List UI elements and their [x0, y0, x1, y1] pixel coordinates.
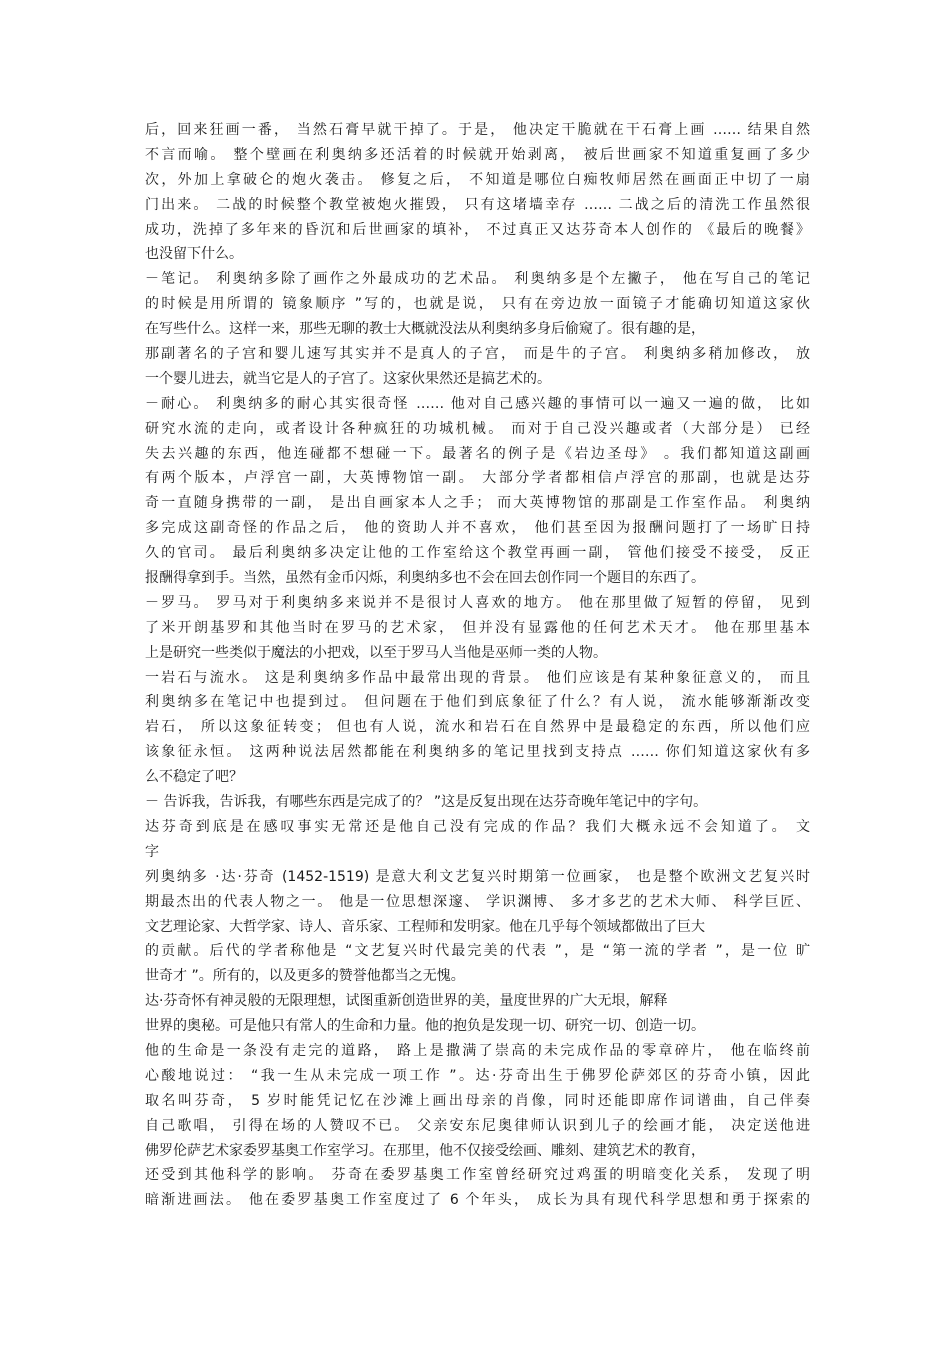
text-line: 心酸地说过： “我一生从未完成一项工作 ”。达·芬奇出生于佛罗伦萨郊区的芬奇小镇，因此 — [145, 1067, 810, 1084]
text-line: 也没留下什么。 — [145, 246, 243, 263]
text-line: 期最杰出的代表人物之一。 他是一位思想深邃、 学识渊博、 多才多艺的艺术大师、 科学巨匠、 — [145, 893, 810, 910]
text-line: 失去兴趣的东西，他连碰都不想碰一下。最著名的例子是《岩边圣母》 。我们都知道这副画 — [145, 445, 810, 462]
text-line: 在写些什么。这样一来，那些无聊的教士大概就没法从利奥纳多身后偷窥了。很有趣的是， — [145, 321, 705, 338]
text-line: －罗马。 罗马对于利奥纳多来说并不是很讨人喜欢的地方。 他在那里做了短暂的停留， 见到 — [145, 594, 810, 611]
text-line: 字 — [145, 843, 159, 860]
document-body — [145, 118, 810, 1213]
text-line: 达·芬奇怀有神灵般的无限理想，试图重新创造世界的美，量度世界的广大无垠，解释 — [145, 993, 668, 1010]
text-line: 久的官司。 最后利奥纳多决定让他的工作室给这个教堂再画一副， 管他们接受不接受， 反正 — [145, 545, 810, 562]
text-line: 奇一直随身携带的一副， 是出自画家本人之手； 而大英博物馆的那副是工作室作品。 利奥纳 — [145, 495, 810, 512]
text-line: 一个婴儿进去，就当它是人的子宫了。这家伙果然还是搞艺术的。 — [145, 370, 551, 387]
text-line: －耐心。 利奥纳多的耐心其实很奇怪 …… 他对自己感兴趣的事情可以一遍又一遍的做， 比如 — [145, 395, 810, 412]
text-line: －笔记。 利奥纳多除了画作之外最成功的艺术品。 利奥纳多是个左撇子， 他在写自己的笔记 — [145, 271, 810, 288]
text-line: 取名叫芬奇， 5 岁时能凭记忆在沙滩上画出母亲的肖像，同时还能即席作词谱曲，自己伴奏 — [145, 1092, 810, 1109]
text-line: 上是研究一些类似于魔法的小把戏，以至于罗马人当他是巫师一类的人物。 — [145, 644, 607, 661]
text-line: 一岩石与流水。 这是利奥纳多作品中最常出现的背景。 他们应该是有某种象征意义的， 而且 — [145, 669, 810, 686]
text-line: － 告诉我，告诉我，有哪些东西是完成了的？ ”这是反复出现在达芬奇晚年笔记中的字句。 — [145, 794, 708, 811]
text-line: 世奇才 ”。所有的，以及更多的赞誉他都当之无愧。 — [145, 968, 465, 985]
text-line: 次，外加上拿破仑的炮火袭击。 修复之后， 不知道是哪位白痴牧师居然在画面正中切了一扇 — [145, 171, 810, 188]
text-line: 报酬得拿到手。当然，虽然有金币闪烁，利奥纳多也不会在回去创作同一个题目的东西了。 — [145, 570, 705, 587]
text-line: 后，回来狂画一番， 当然石膏早就干掉了。于是， 他决定干脆就在干石膏上画 …… 结果自然 — [145, 122, 810, 138]
text-line: 那副著名的子宫和婴儿速写其实并不是真人的子宫， 而是牛的子宫。 利奥纳多稍加修改， 放 — [145, 346, 810, 363]
text-line: 门出来。 二战的时候整个教堂被炮火摧毁， 只有这堵墙幸存 …… 二战之后的清洗工作虽然很 — [145, 196, 810, 213]
text-line: 文艺理论家、大哲学家、诗人、音乐家、工程师和发明家。他在几乎每个领域都做出了巨大 — [145, 918, 705, 935]
text-line: 了米开朗基罗和其他当时在罗马的艺术家， 但并没有显露他的任何艺术天才。 他在那里基本 — [145, 619, 810, 636]
text-line: 多完成这副奇怪的作品之后， 他的资助人并不喜欢， 他们甚至因为报酬问题打了一场旷日持 — [145, 520, 810, 537]
text-line: 暗渐进画法。 他在委罗基奥工作室度过了 6 个年头， 成长为具有现代科学思想和勇于探索的 — [145, 1192, 810, 1209]
text-line: 还受到其他科学的影响。 芬奇在委罗基奥工作室曾经研究过鸡蛋的明暗变化关系， 发现了明 — [145, 1167, 810, 1184]
text-line: 该象征永恒。 这两种说法居然都能在利奥纳多的笔记里找到支持点 …… 你们知道这家伙有多 — [145, 744, 810, 761]
text-line: 利奥纳多在笔记中也提到过。 但问题在于他们到底象征了什么？有人说， 流水能够渐渐改变 — [145, 694, 810, 711]
text-line: 研究水流的走向，或者设计各种疯狂的功城机械。 而对于自己没兴趣或者（大部分是） 已经 — [145, 420, 810, 437]
text-line: 岩石， 所以这象征转变； 但也有人说，流水和岩石在自然界中是最稳定的东西，所以他们应 — [145, 719, 810, 736]
text-line: 列奥纳多 ·达·芬奇 (1452-1519) 是意大利文艺复兴时期第一位画家， 也是整个欧洲文艺复兴时 — [145, 868, 810, 885]
text-line: 成功，洗掉了多年来的昏沉和后世画家的填补， 不过真正又达芬奇本人创作的 《最后的晚餐》 — [145, 221, 810, 238]
text-line: 的时候是用所谓的 镜象顺序 ”写的，也就是说， 只有在旁边放一面镜子才能确切知道这家伙 — [145, 296, 810, 313]
text-line: 自己歌唱， 引得在场的人赞叹不已。 父亲安东尼奥律师认识到儿子的绘画才能， 决定送他进 — [145, 1117, 810, 1134]
text-line: 么不稳定了吧？ — [145, 769, 243, 786]
text-line: 他的生命是一条没有走完的道路， 路上是撒满了崇高的未完成作品的零章碎片， 他在临终前 — [145, 1042, 810, 1059]
text-line: 不言而喻。 整个壁画在利奥纳多还活着的时候就开始剥离， 被后世画家不知道重复画了多少 — [145, 146, 810, 163]
text-line: 的贡献。后代的学者称他是 “文艺复兴时代最完美的代表 ”，是 “第一流的学者 ”，是一位 旷 — [145, 943, 810, 960]
text-line: 佛罗伦萨艺术家委罗基奥工作室学习。在那里，他不仅接受绘画、雕刻、建筑艺术的教育， — [145, 1142, 705, 1159]
text-line: 达芬奇到底是在感叹事实无常还是他自己没有完成的作品？我们大概永远不会知道了。 文 — [145, 818, 810, 835]
text-line: 有两个版本，卢浮宫一副，大英博物馆一副。 大部分学者都相信卢浮宫的那副，也就是达芬 — [145, 470, 810, 487]
text-line: 世界的奥秘。可是他只有常人的生命和力量。他的抱负是发现一切、研究一切、创造一切。 — [145, 1018, 705, 1035]
